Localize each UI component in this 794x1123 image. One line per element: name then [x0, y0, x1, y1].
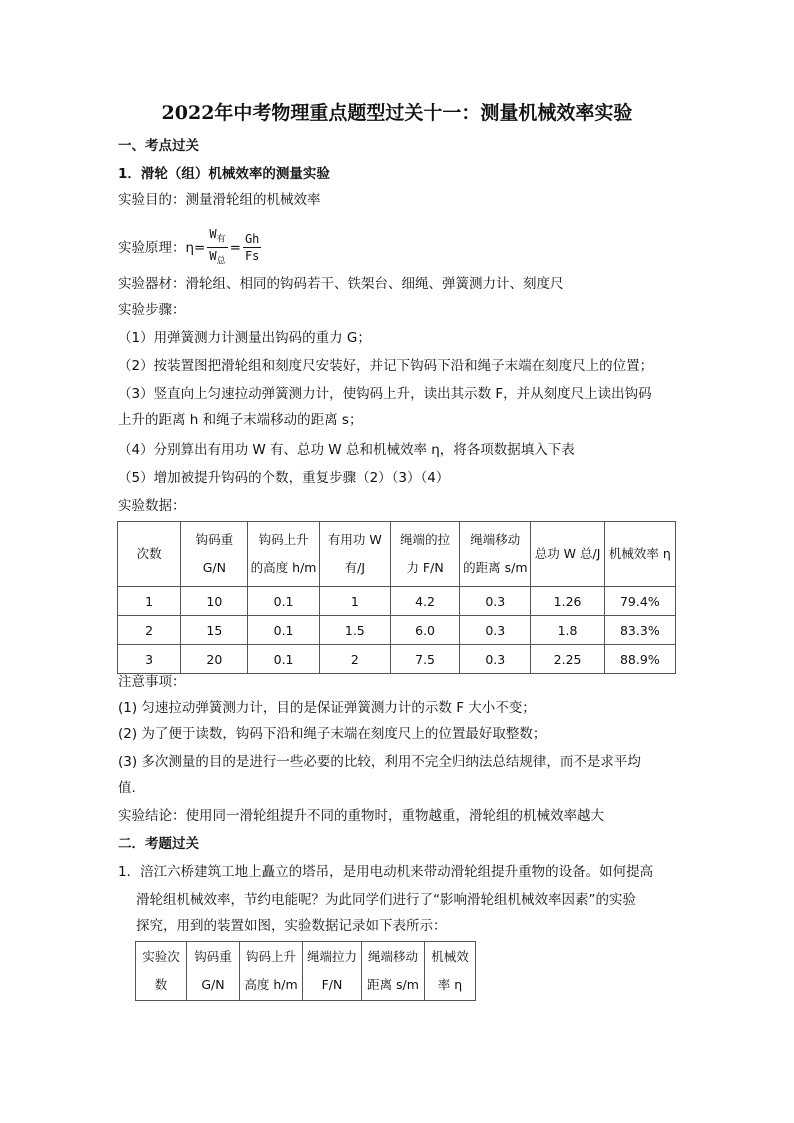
table-header-cell: 机械效 率 η: [425, 942, 476, 1001]
table-cell: 79.4%: [604, 587, 675, 616]
table-header-cell: 次数: [118, 522, 181, 587]
table-cell: 7.5: [390, 645, 459, 674]
steps-label: 实验步骤：: [118, 302, 186, 318]
table-header-cell: 绳端移动 的距离 s/m: [460, 522, 531, 587]
table-header-cell: 绳端的拉 力 F/N: [390, 522, 459, 587]
table-cell: 1.5: [319, 616, 390, 645]
table-header-row: [118, 522, 676, 587]
question-1-line-3: 探究，用到的装置如图，实验数据记录如下表所示：: [136, 918, 447, 934]
table-cell: 0.3: [460, 616, 531, 645]
table-cell: 1: [118, 587, 181, 616]
note-3-cont: 值.: [118, 780, 136, 796]
question-table-header-row: [136, 942, 476, 1001]
table-header-cell: 钩码重 G/N: [181, 522, 248, 587]
table-cell: 4.2: [390, 587, 459, 616]
note-2: (2) 为了便于读数，钩码下沿和绳子末端在刻度尺上的位置最好取整数；: [118, 726, 547, 742]
fraction-w: $\frac{W_有}{W_总}$: [209, 227, 226, 267]
table-header-cell: 钩码重 G/N: [187, 942, 240, 1001]
table-cell: 0.1: [248, 645, 319, 674]
step-3-cont: 上升的距离 h 和绳子末端移动的距离 s；: [118, 412, 363, 428]
table-cell: 0.3: [460, 645, 531, 674]
table-cell: 0.1: [248, 616, 319, 645]
table-cell: 3: [118, 645, 181, 674]
table-cell: 1.8: [531, 616, 604, 645]
data-table: [117, 521, 676, 674]
table-cell: 83.3%: [604, 616, 675, 645]
step-3: （3）竖直向上匀速拉动弹簧测力计，使钩码上升，读出其示数 F，并从刻度尺上读出钩码: [118, 386, 652, 402]
step-2: （2）按装置图把滑轮组和刻度尺安装好，并记下钩码下沿和绳子末端在刻度尺上的位置；: [118, 358, 654, 374]
question-table: [135, 941, 476, 1001]
principle-label: 实验原理：η=: [118, 239, 206, 256]
table-row: [118, 616, 676, 645]
table-cell: 2.25: [531, 645, 604, 674]
table-cell: 0.3: [460, 587, 531, 616]
principle-line: [118, 226, 263, 270]
table-cell: 0.1: [248, 587, 319, 616]
table-cell: 2: [118, 616, 181, 645]
table-row: [118, 645, 676, 674]
table-header-cell: 绳端移动 距离 s/m: [362, 942, 425, 1001]
equals-sign: =: [229, 239, 241, 256]
equipment-line: 实验器材：滑轮组、相同的钩码若干、铁架台、细绳、弹簧测力计、刻度尺: [118, 276, 564, 292]
topic-heading-1: 1．滑轮（组）机械效率的测量实验: [118, 166, 330, 182]
table-cell: 1.26: [531, 587, 604, 616]
table-header-cell: 钩码上升 的高度 h/m: [248, 522, 319, 587]
table-cell: 6.0: [390, 616, 459, 645]
conclusion-line: 实验结论：使用同一滑轮组提升不同的重物时，重物越重，滑轮组的机械效率越大: [118, 808, 604, 824]
table-header-cell: 有用功 W 有/J: [319, 522, 390, 587]
question-1-line-1: 1．涪江六桥建筑工地上矗立的塔吊，是用电动机来带动滑轮组提升重物的设备。如何提高: [118, 864, 654, 880]
table-cell: 20: [181, 645, 248, 674]
purpose-line: 实验目的：测量滑轮组的机械效率: [118, 192, 321, 208]
note-3: (3) 多次测量的目的是进行一些必要的比较，利用不完全归纳法总结规律，而不是求平均: [118, 754, 641, 770]
table-cell: 10: [181, 587, 248, 616]
data-label: 实验数据：: [118, 498, 186, 514]
section-heading-1: 一、考点过关: [118, 138, 199, 154]
table-cell: 1: [319, 587, 390, 616]
table-header-cell: 总功 W 总/J: [531, 522, 604, 587]
table-cell: 2: [319, 645, 390, 674]
step-1: （1）用弹簧测力计测量出钩码的重力 G；: [118, 330, 371, 346]
table-header-cell: 实验次 数: [136, 942, 187, 1001]
step-4: （4）分别算出有用功 W 有、总功 W 总和机械效率 η，将各项数据填入下表: [118, 442, 575, 458]
section-heading-2: 二．考题过关: [118, 836, 199, 852]
table-cell: 15: [181, 616, 248, 645]
notes-label: 注意事项：: [118, 674, 186, 690]
table-header-cell: 钩码上升 高度 h/m: [240, 942, 303, 1001]
table-cell: 88.9%: [604, 645, 675, 674]
note-1: (1) 匀速拉动弹簧测力计，目的是保证弹簧测力计的示数 F 大小不变；: [118, 700, 536, 716]
step-5: （5）增加被提升钩码的个数，重复步骤（2）（3）（4）: [118, 470, 450, 486]
document-title: 2022年中考物理重点题型过关十一：测量机械效率实验: [161, 102, 633, 124]
fraction-gh-fs: $\frac{Gh}{Fs}$: [244, 232, 260, 264]
table-row: [118, 587, 676, 616]
table-header-cell: 绳端拉力 F/N: [303, 942, 362, 1001]
table-header-cell: 机械效率 η: [604, 522, 675, 587]
question-1-line-2: 滑轮组机械效率，节约电能呢？为此同学们进行了“影响滑轮组机械效率因素”的实验: [136, 892, 636, 908]
